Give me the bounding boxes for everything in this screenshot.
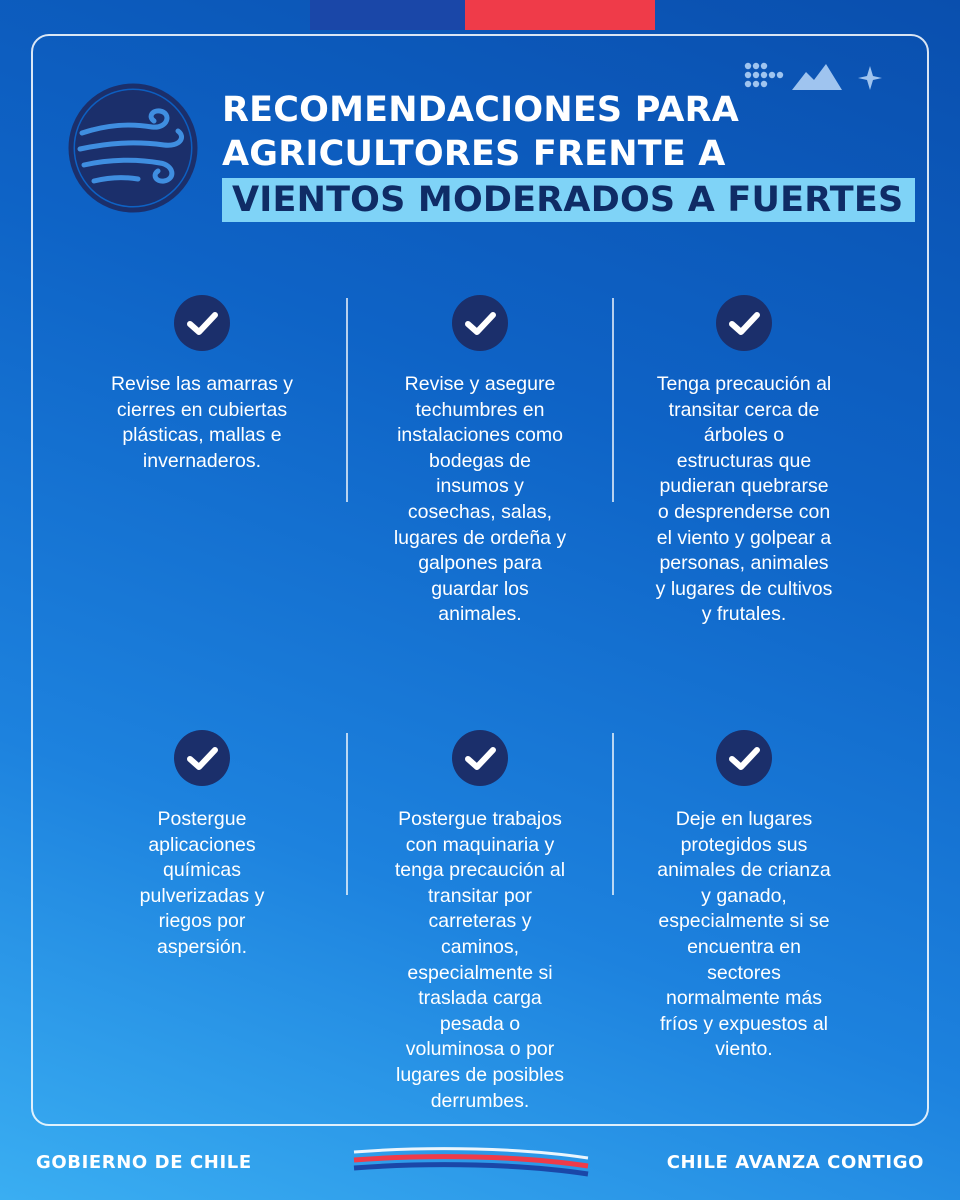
check-circle-icon [173,294,231,352]
recommendation-card [92,729,312,961]
recommendation-text: Deje en lugares protegidos sus animales de crianza y ganado, especialmente si se encuentra en sectores normalmente más fríos y expuestos al viento. [657,808,831,1061]
stripe-red-segment [465,0,655,30]
recommendation-card [370,294,590,628]
recommendation-text: Postergue trabajos con maquinaria y tenga precaución al transitar por carreteras y caminos, especialmente si traslada carga pesada o voluminosa o por lugares de posibles derrumbes. [394,808,566,1112]
recommendation-text: Tenga precaución al transitar cerca de árboles o estructuras que pudieran quebrarse o desprenderse con el viento y golpear a personas, animales y lugares de cultivos y frutales. [655,373,833,626]
check-circle-icon [451,294,509,352]
check-circle-icon [715,294,773,352]
flag-swoosh-icon [352,1140,592,1180]
recommendation-card [634,729,854,1063]
wind-icon [68,83,198,213]
column-divider [346,298,348,502]
recommendation-text: Revise las amarras y cierres en cubiertas plásticas, mallas e invernaderos. [110,373,294,472]
recommendation-card [92,294,312,474]
column-divider [346,733,348,895]
recommendation-card [634,294,854,628]
footer-slogan-label: CHILE AVANZA CONTIGO [666,1152,924,1173]
title-line-1: RECOMENDACIONES PARA [222,90,740,130]
stripe-blue-segment [310,0,465,30]
top-flag-stripe [0,0,960,30]
footer-government-label: GOBIERNO DE CHILE [36,1152,252,1173]
check-circle-icon [451,729,509,787]
column-divider [612,733,614,895]
check-circle-icon [715,729,773,787]
recommendation-text: Revise y asegure techumbres en instalaciones como bodegas de insumos y cosechas, salas, lugares de ordeña y galpones para guardar los animales. [393,373,567,626]
title-line-3-highlight: VIENTOS MODERADOS A FUERTES [222,178,915,222]
page-title [222,88,922,222]
check-circle-icon [173,729,231,787]
recommendation-card [370,729,590,1114]
column-divider [612,298,614,502]
recommendation-text: Postergue aplicaciones químicas pulverizadas y riegos por aspersión. [139,808,265,958]
title-line-2: AGRICULTORES FRENTE A [222,134,726,174]
